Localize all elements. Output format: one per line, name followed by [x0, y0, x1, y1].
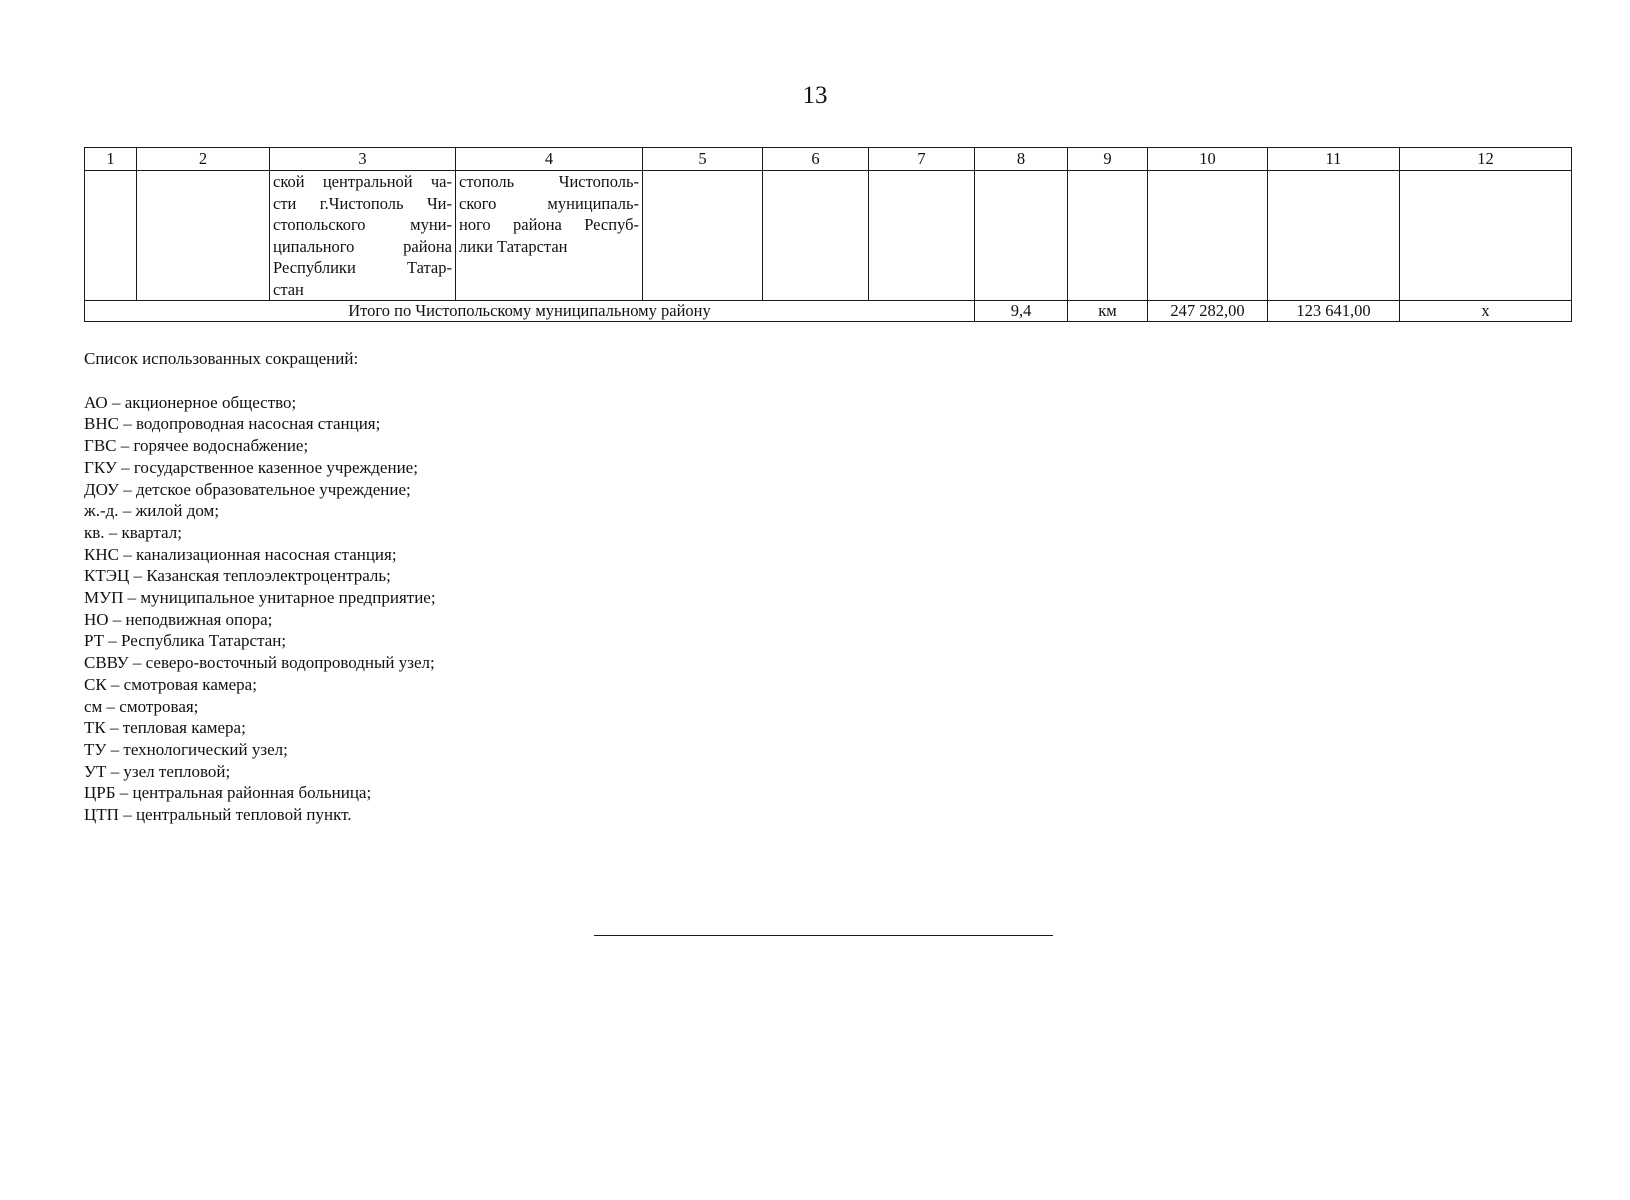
- column-number-cell: 10: [1148, 148, 1268, 171]
- total-length: 9,4: [975, 301, 1068, 322]
- total-label: Итого по Чистопольскому муниципальному району: [85, 301, 975, 322]
- abbreviation-item: РТ – Республика Татарстан;: [84, 631, 287, 651]
- abbreviations-list: [84, 348, 436, 826]
- column-number-cell: 5: [643, 148, 763, 171]
- column-number-cell: 2: [137, 148, 270, 171]
- column-number-cell: 1: [85, 148, 137, 171]
- column-number-cell: 12: [1400, 148, 1572, 171]
- text-line: сти г.Чистополь Чи-: [273, 193, 452, 213]
- column-number-cell: 11: [1268, 148, 1400, 171]
- total-mark: х: [1400, 301, 1572, 322]
- table-cell-empty: [1148, 171, 1268, 301]
- abbreviation-item: МУП – муниципальное унитарное предприятие;: [84, 588, 436, 608]
- bottom-divider: [594, 935, 1053, 936]
- column-number-cell: 7: [869, 148, 975, 171]
- abbreviation-item: СВВУ – северо-восточный водопроводный узел;: [84, 653, 435, 673]
- abbreviation-item: ГКУ – государственное казенное учреждение;: [84, 457, 418, 477]
- text-line: ской центральной ча-: [273, 172, 452, 191]
- total-cost: 247 282,00: [1148, 301, 1268, 322]
- abbreviation-item: см – смотровая;: [84, 696, 199, 716]
- text-line: ного района Респуб-: [459, 215, 639, 234]
- text-line: стопольского муни-: [273, 215, 452, 234]
- text-line: лики Татарстан: [459, 236, 568, 256]
- column-number-row: [85, 148, 1572, 171]
- abbreviation-item: УТ – узел тепловой;: [84, 761, 231, 781]
- abbreviation-item: КТЭЦ – Казанская теплоэлектроцентраль;: [84, 566, 391, 586]
- document-table: [84, 147, 1572, 322]
- abbreviation-item: ЦРБ – центральная районная больница;: [84, 783, 372, 803]
- page-number: 13: [802, 82, 828, 109]
- total-cost-share: 123 641,00: [1268, 301, 1400, 322]
- text-line: ципального района: [273, 236, 452, 256]
- table-cell-empty: [1268, 171, 1400, 301]
- table-cell-empty: [643, 171, 763, 301]
- abbreviation-item: ЦТП – центральный тепловой пункт.: [84, 805, 352, 825]
- abbreviation-item: ДОУ – детское образовательное учреждение;: [84, 479, 411, 499]
- abbreviation-item: ТУ – технологический узел;: [84, 739, 288, 759]
- column-number-cell: 3: [270, 148, 456, 171]
- text-line: Республики Татар-: [273, 258, 452, 277]
- abbreviation-item: ж.-д. – жилой дом;: [84, 501, 220, 521]
- abbreviation-item: АО – акционерное общество;: [84, 392, 297, 412]
- abbreviation-item: НО – неподвижная опора;: [84, 609, 273, 629]
- abbreviations-title: Список использованных сокращений:: [84, 349, 359, 368]
- object-location-cell: [270, 171, 456, 301]
- total-row: [85, 301, 1572, 322]
- column-number-cell: 8: [975, 148, 1068, 171]
- column-number-cell: 6: [763, 148, 869, 171]
- abbreviation-item: ВНС – водопроводная насосная станция;: [84, 414, 381, 434]
- table-cell-empty: [763, 171, 869, 301]
- municipality-cell: [456, 171, 643, 301]
- table-cell-empty: [1400, 171, 1572, 301]
- column-number-cell: 9: [1068, 148, 1148, 171]
- table-row: [85, 171, 1572, 301]
- text-line: стан: [273, 279, 304, 299]
- text-line: ского муниципаль-: [459, 193, 639, 213]
- column-number-cell: 4: [456, 148, 643, 171]
- abbreviation-item: КНС – канализационная насосная станция;: [84, 544, 397, 564]
- total-unit: км: [1068, 301, 1148, 322]
- table-cell-empty: [137, 171, 270, 301]
- abbreviation-item: кв. – квартал;: [84, 522, 182, 542]
- table-cell-empty: [975, 171, 1068, 301]
- abbreviation-item: ТК – тепловая камера;: [84, 718, 246, 738]
- table-cell-empty: [85, 171, 137, 301]
- abbreviation-item: ГВС – горячее водоснабжение;: [84, 436, 309, 456]
- text-line: стополь Чистополь-: [459, 172, 639, 191]
- abbreviation-item: СК – смотровая камера;: [84, 674, 257, 694]
- table-cell-empty: [1068, 171, 1148, 301]
- table-cell-empty: [869, 171, 975, 301]
